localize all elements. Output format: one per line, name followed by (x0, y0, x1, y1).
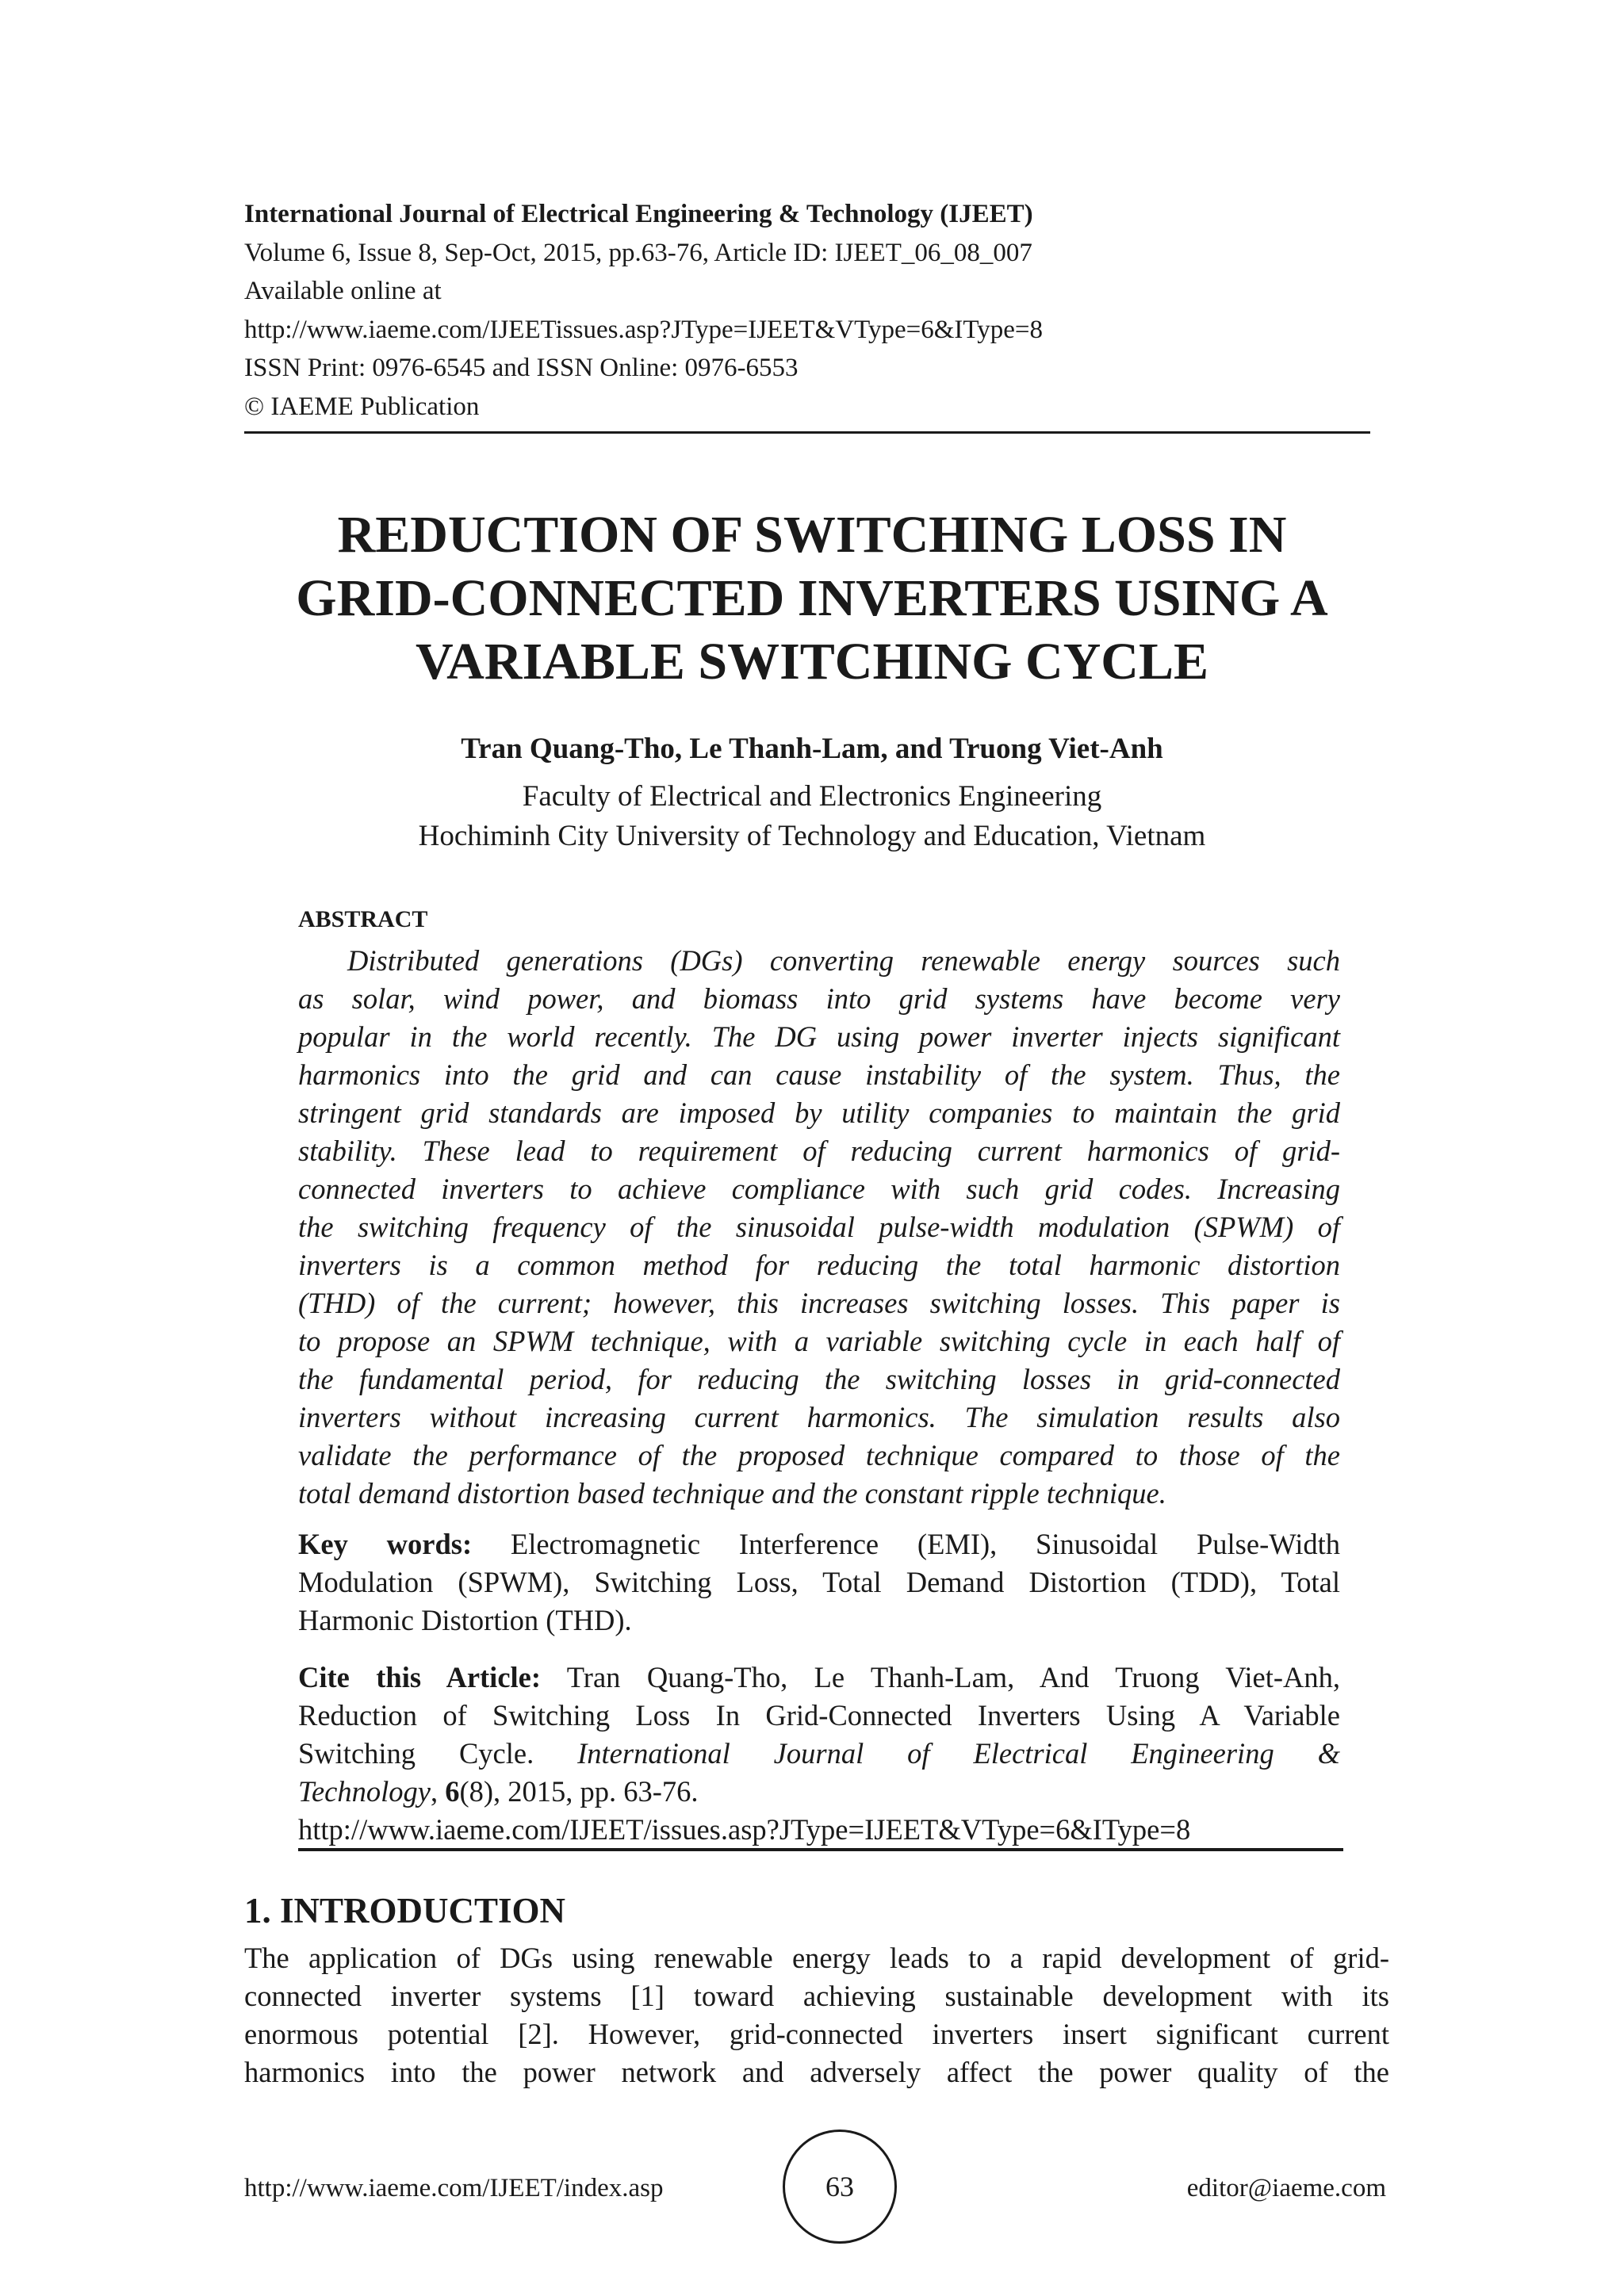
abstract-line: Distributed generations (DGs) converting renewable energy sources such (347, 944, 1340, 977)
abstract-body (298, 942, 1340, 1513)
citation-journal: International Journal of Electrical Engineering & (577, 1737, 1341, 1770)
abstract-line: inverters without increasing current harmonics. The simulation results also (298, 1401, 1340, 1433)
citation-line (298, 1659, 1340, 1697)
abstract-line: the fundamental period, for reducing the switching losses in grid-connected (298, 1363, 1340, 1395)
abstract-line: connected inverters to achieve compliance with such grid codes. Increasing (298, 1173, 1340, 1205)
abstract-line: as solar, wind power, and biomass into grid systems have become very (298, 982, 1340, 1015)
paper-title (159, 503, 1465, 694)
abstract-line: validate the performance of the proposed technique compared to those of the (298, 1439, 1340, 1471)
affiliation (159, 777, 1465, 856)
page-number: 63 (825, 2171, 854, 2202)
title-line: REDUCTION OF SWITCHING LOSS IN (337, 506, 1287, 564)
citation-issue-pages: (8), 2015, pp. 63-76. (459, 1775, 699, 1808)
abstract-line: stability. These lead to requirement of reducing current harmonics of grid- (298, 1135, 1340, 1167)
citation-line: Reduction of Switching Loss In Grid-Connected Inverters Using A Variable (298, 1699, 1340, 1732)
citation-url[interactable]: http://www.iaeme.com/IJEET/issues.asp?JType=IJEET&VType=6&IType=8 (298, 1813, 1191, 1846)
issn-info: ISSN Print: 0976-6545 and ISSN Online: 0976-6553 (244, 354, 799, 382)
abstract-line: stringent grid standards are imposed by utility companies to maintain the grid (298, 1096, 1340, 1129)
volume-info: Volume 6, Issue 8, Sep-Oct, 2015, pp.63-76, Article ID: IJEET_06_08_007 (244, 238, 1032, 267)
abstract-line: harmonics into the grid and can cause instability of the system. Thus, the (298, 1058, 1340, 1091)
availability-note: Available online at (244, 277, 442, 305)
citation-line (298, 1735, 1340, 1773)
citation-divider (298, 1848, 1343, 1851)
citation-volume: 6 (445, 1775, 460, 1808)
citation-separator: , (430, 1775, 446, 1808)
keywords-line (298, 1525, 1340, 1563)
page-number-badge (783, 2130, 897, 2244)
abstract-heading: ABSTRACT (298, 906, 428, 932)
introduction-line: enormous potential [2]. However, grid-connected inverters insert significant current (244, 2018, 1389, 2050)
publisher-info: © IAEME Publication (244, 392, 480, 421)
citation-authors: Tran Quang-Tho, Le Thanh-Lam, And Truong Viet-Anh, (566, 1661, 1341, 1693)
header-divider (244, 431, 1370, 434)
affiliation-line: Faculty of Electrical and Electronics Engineering (522, 780, 1102, 813)
keywords-line: Modulation (SPWM), Switching Loss, Total Demand Distortion (TDD), Total (298, 1566, 1340, 1598)
introduction-heading: 1. INTRODUCTION (244, 1891, 566, 1931)
abstract-line: the switching frequency of the sinusoidal pulse-width modulation (SPWM) of (298, 1211, 1340, 1243)
affiliation-line: Hochiminh City University of Technology and Education, Vietnam (418, 820, 1206, 852)
abstract-line: inverters is a common method for reducing the total harmonic distortion (298, 1249, 1340, 1281)
introduction-body (244, 1939, 1389, 2091)
abstract-line: to propose an SPWM technique, with a variable switching cycle in each half of (298, 1325, 1340, 1357)
introduction-line: The application of DGs using renewable energy leads to a rapid development of grid- (244, 1942, 1389, 1974)
footer-email[interactable]: editor@iaeme.com (1186, 2174, 1386, 2202)
citation-section (298, 1659, 1340, 1849)
keywords-section (298, 1525, 1340, 1640)
journal-name: International Journal of Electrical Engineering & Technology (IJEET) (244, 200, 1033, 228)
introduction-line: harmonics into the power network and adversely affect the power quality of the (244, 2056, 1389, 2088)
citation-label: Cite this Article: (298, 1661, 542, 1693)
title-line: VARIABLE SWITCHING CYCLE (415, 633, 1209, 691)
journal-header (244, 195, 1370, 426)
citation-journal-end: Technology (298, 1775, 431, 1808)
introduction-line: connected inverter systems [1] toward achieving sustainable development with its (244, 1980, 1389, 2012)
keywords-text: Electromagnetic Interference (EMI), Sinusoidal Pulse-Width (510, 1528, 1340, 1560)
abstract-line: popular in the world recently. The DG using power inverter injects significant (298, 1020, 1340, 1053)
abstract-line: (THD) of the current; however, this increases switching losses. This paper is (298, 1287, 1340, 1319)
citation-title-end: Switching Cycle. (298, 1737, 534, 1770)
author-list: Tran Quang-Tho, Le Thanh-Lam, and Truong Viet-Anh (461, 733, 1163, 765)
keywords-line: Harmonic Distortion (THD). (298, 1604, 632, 1636)
footer-url[interactable]: http://www.iaeme.com/IJEET/index.asp (244, 2174, 664, 2202)
abstract-line: total demand distortion based technique and the constant ripple technique. (298, 1477, 1166, 1510)
citation-line (298, 1773, 1340, 1811)
title-line: GRID-CONNECTED INVERTERS USING A (296, 569, 1328, 627)
journal-issue-url[interactable]: http://www.iaeme.com/IJEETissues.asp?JType=IJEET&VType=6&IType=8 (244, 315, 1043, 344)
keywords-label: Key words: (298, 1528, 473, 1560)
